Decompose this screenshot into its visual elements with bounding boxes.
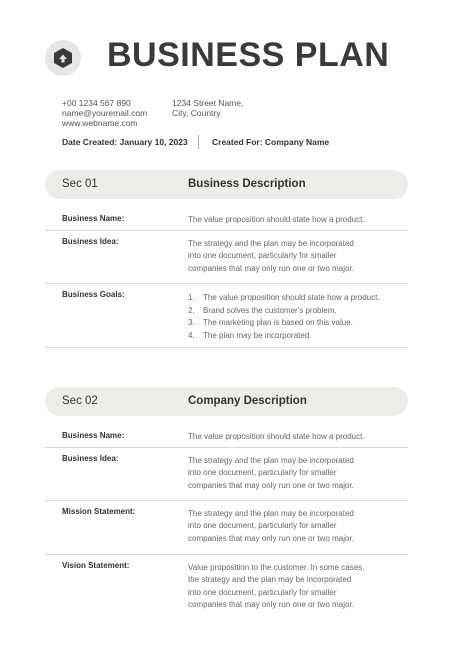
meta-divider (198, 135, 199, 149)
section-header-02 (45, 387, 408, 416)
section-title: Business Description (188, 178, 306, 190)
row-text-business-name: The value proposition should state how a product. (188, 432, 365, 441)
row-label-business-idea: Business Idea: (62, 454, 119, 463)
row-text-vision-statement (188, 562, 398, 612)
list-item: 1. The value proposition should state how a product. (188, 293, 380, 302)
row-divider (45, 447, 408, 448)
section-title: Company Description (188, 395, 307, 407)
text-line: The strategy and the plan may be incorporated (188, 456, 354, 465)
row-label-business-name: Business Name: (62, 431, 125, 440)
text-line: the strategy and the plan may be incorporated (188, 575, 352, 585)
text-line: companies that may only run one or two major. (188, 533, 354, 543)
website: www.webname.com (62, 118, 138, 128)
list-item: 4. The plan may be incorporated. (188, 330, 312, 340)
row-text-business-idea (188, 238, 398, 275)
row-divider (45, 347, 408, 348)
text-line: into one document, particularly for smaller (188, 587, 337, 597)
address-line-2: City, Country (172, 108, 221, 118)
row-divider (45, 283, 408, 284)
text-line: companies that may only run one or two major. (188, 600, 354, 610)
page-title: BUSINESS PLAN (107, 36, 390, 74)
row-label-business-goals: Business Goals: (62, 290, 125, 299)
email-address: name@youremail.com (62, 108, 148, 118)
row-text-mission-statement (188, 508, 398, 545)
row-divider (45, 230, 408, 231)
row-text-business-idea (188, 455, 398, 492)
row-label-business-idea: Business Idea: (62, 237, 119, 246)
text-line: The strategy and the plan may be incorporated (188, 509, 354, 518)
created-for: Created For: Company Name (212, 137, 330, 147)
row-divider (45, 500, 408, 501)
section-header-01 (45, 170, 408, 199)
address-line-1: 1234 Street Name, (172, 98, 244, 108)
text-line: Value proposition to the customer. In some cases, (188, 563, 365, 572)
section-number: Sec 02 (62, 395, 98, 407)
brand-logo-icon (45, 40, 81, 76)
list-item: 2. Brand solves the customer's problem. (188, 305, 337, 315)
row-label-vision-statement: Vision Statement: (62, 561, 130, 570)
date-created: Date Created: January 10, 2023 (62, 137, 188, 147)
text-line: companies that may only run one or two major. (188, 263, 354, 273)
text-line: into one document, particularly for smaller (188, 521, 337, 531)
row-text-business-name: The value proposition should state how a product. (188, 215, 365, 224)
contact-info (62, 98, 147, 128)
row-label-business-name: Business Name: (62, 214, 125, 223)
row-label-mission-statement: Mission Statement: (62, 507, 136, 516)
text-line: into one document, particularly for smaller (188, 251, 337, 261)
goals-list (188, 292, 380, 342)
list-item: 3. The marketing plan is based on this value. (188, 318, 353, 328)
text-line: into one document, particularly for smaller (188, 468, 337, 478)
address (172, 98, 243, 118)
section-number: Sec 01 (62, 178, 98, 190)
phone-number: +00 1234 567 890 (62, 98, 131, 108)
row-divider (45, 554, 408, 555)
text-line: companies that may only run one or two major. (188, 480, 354, 490)
text-line: The strategy and the plan may be incorporated (188, 239, 354, 248)
